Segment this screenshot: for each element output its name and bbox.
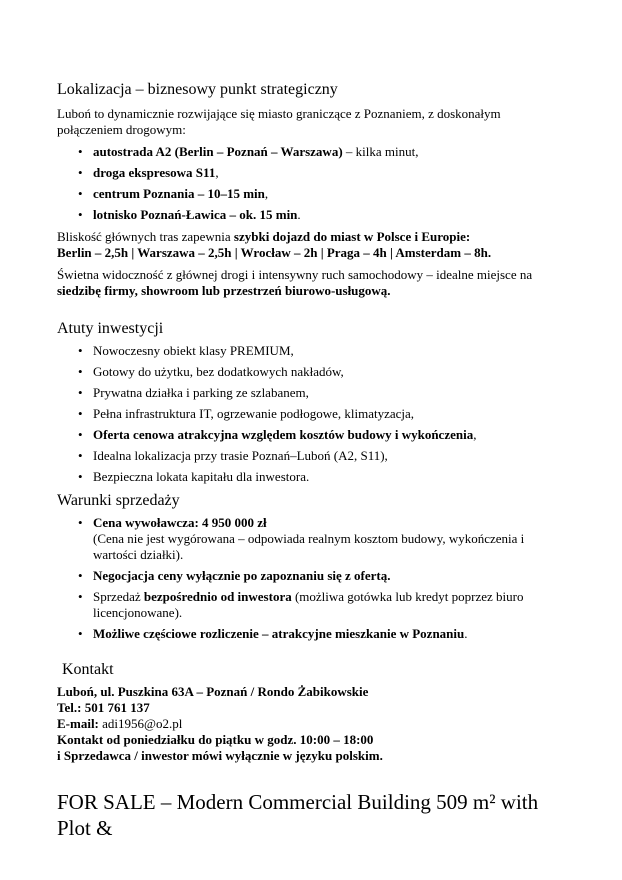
lokalizacja-bullet-list xyxy=(57,144,566,223)
bullet-bold-text: droga ekspresowa S11 xyxy=(93,165,216,180)
section-heading-atuty: Atuty inwestycji xyxy=(57,320,164,337)
section-heading-kontakt: Kontakt xyxy=(62,661,114,678)
listing-title: FOR SALE – Modern Commercial Building 509 m² with Plot & xyxy=(57,790,539,840)
bullet-czesciowe-rozliczenie xyxy=(57,626,566,642)
distances-bold-text: szybki dojazd do miast w Polsce i Europie: xyxy=(233,229,471,244)
section-heading-lokalizacja: Lokalizacja – biznesowy punkt strategiczny xyxy=(57,81,338,98)
bullet-regular-text: , xyxy=(473,427,477,442)
bullet-note-text: (Cena nie jest wygórowana – odpowiada realnym kosztom budowy, wykończenia i wartości działki). xyxy=(93,531,525,562)
bullet-cena-wywolawcza xyxy=(57,515,566,563)
bullet-bold-text: centrum Poznania – 10–15 min xyxy=(93,186,265,201)
bullet-bold-text: Negocjacja ceny wyłącznie po zapoznaniu się z ofertą. xyxy=(93,568,391,583)
bullet-regular-text: Bezpieczna lokata kapitału dla inwestora. xyxy=(93,469,310,484)
contact-address: Luboń, ul. Puszkina 63A – Poznań / Rondo Żabikowskie xyxy=(57,684,369,699)
bullet-bold-text: autostrada A2 (Berlin – Poznań – Warszawa) xyxy=(93,144,343,159)
bullet-droga-s11 xyxy=(57,165,566,181)
bullet-regular-text: Gotowy do użytku, bez dodatkowych nakładów, xyxy=(93,364,344,379)
warunki-bullet-list xyxy=(57,515,566,642)
bullet-negocjacja-ceny xyxy=(57,568,566,584)
distances-regular-text: Bliskość głównych tras zapewnia xyxy=(57,229,234,244)
bullet-oferta-cenowa xyxy=(57,427,566,443)
bullet-regular-text: . xyxy=(297,207,301,222)
contact-email-line xyxy=(57,716,566,732)
bullet-bezpieczna-lokata xyxy=(57,469,566,485)
distances-cities-line: Berlin – 2,5h | Warszawa – 2,5h | Wrocław – 2h | Praga – 4h | Amsterdam – 8h. xyxy=(57,245,492,260)
bullet-idealna-lokalizacja xyxy=(57,448,566,464)
contact-email-address: adi1956@o2.pl xyxy=(98,716,183,731)
visibility-regular-text: Świetna widoczność z głównej drogi i intensywny ruch samochodowy – idealne miejsce na xyxy=(57,267,533,282)
bullet-pelna-infrastruktura xyxy=(57,406,566,422)
bullet-bold-text: Oferta cenowa atrakcyjna względem kosztów budowy i wykończenia xyxy=(93,427,474,442)
bullet-regular-text: (możliwa gotówka lub kredyt poprzez biuro licencjonowane). xyxy=(93,589,524,620)
bullet-nowoczesny-obiekt xyxy=(57,343,566,359)
bullet-regular-text: – kilka minut, xyxy=(342,144,419,159)
bullet-centrum-poznania xyxy=(57,186,566,202)
contact-language-note: i Sprzedawca / inwestor mówi wyłącznie w języku polskim. xyxy=(57,748,383,763)
paragraph-lokalizacja-intro: Luboń to dynamicznie rozwijające się miasto graniczące z Poznaniem, z doskonałym połączeniem drogowym: xyxy=(57,106,501,137)
bullet-regular-text: , xyxy=(215,165,219,180)
bullet-regular-text: , xyxy=(264,186,269,201)
contact-phone: Tel.: 501 761 137 xyxy=(57,700,150,715)
bullet-sprzedaz-bezposrednio xyxy=(57,589,566,621)
contact-email-label: E-mail: xyxy=(57,716,99,731)
bullet-bold-text: Możliwe częściowe rozliczenie – atrakcyjne mieszkanie w Poznaniu xyxy=(93,626,465,641)
bullet-gotowy-do-uzytku xyxy=(57,364,566,380)
bullet-regular-text: Pełna infrastruktura IT, ogrzewanie podłogowe, klimatyzacja, xyxy=(93,406,415,421)
bullet-prywatna-dzialka xyxy=(57,385,566,401)
bullet-regular-text: Sprzedaż xyxy=(93,589,144,604)
bullet-bold-text: Cena wywoławcza: 4 950 000 zł xyxy=(93,515,267,530)
bullet-autostrada-a2 xyxy=(57,144,566,160)
bullet-bold-text: lotnisko Poznań-Ławica – ok. 15 min xyxy=(93,207,298,222)
visibility-bold-text: siedzibę firmy, showroom lub przestrzeń biurowo-usługową. xyxy=(57,283,391,298)
contact-block xyxy=(57,684,566,764)
bullet-regular-text: Idealna lokalizacja przy trasie Poznań–Luboń (A2, S11), xyxy=(93,448,388,463)
paragraph-visibility xyxy=(57,267,566,299)
bullet-lotnisko xyxy=(57,207,566,223)
bullet-regular-text: . xyxy=(464,626,468,641)
bullet-bold-text: bezpośrednio od inwestora xyxy=(143,589,292,604)
section-heading-warunki: Warunki sprzedaży xyxy=(57,492,180,509)
contact-hours: Kontakt od poniedziałku do piątku w godz. 10:00 – 18:00 xyxy=(57,732,374,747)
atuty-bullet-list xyxy=(57,343,566,485)
bullet-regular-text: Nowoczesny obiekt klasy PREMIUM, xyxy=(93,343,294,358)
paragraph-distances xyxy=(57,229,566,261)
bullet-regular-text: Prywatna działka i parking ze szlabanem, xyxy=(93,385,309,400)
